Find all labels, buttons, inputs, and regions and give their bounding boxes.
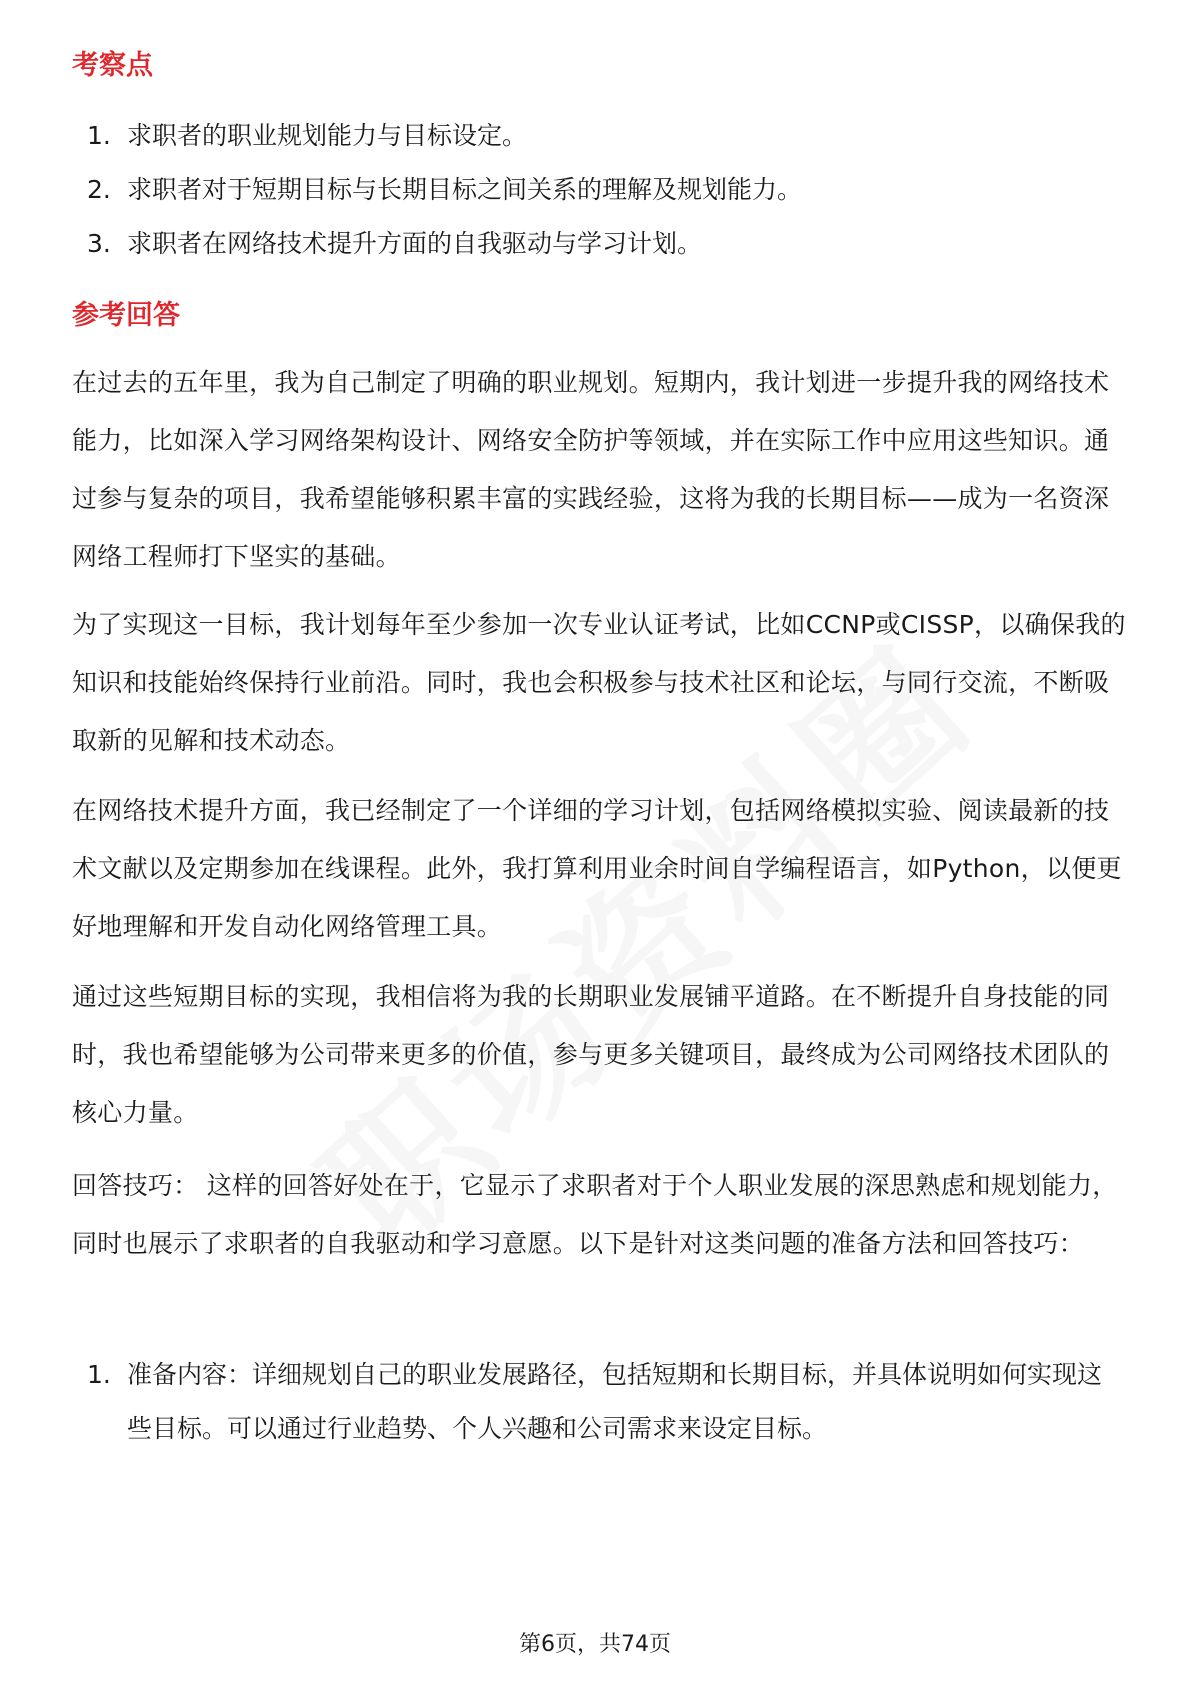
page-number: 第6页，共74页 [519, 1632, 671, 1657]
section-heading-points: 考察点 [72, 50, 153, 81]
list-text: 准备内容：详细规划自己的职业发展路径，包括短期和长期目标，并具体说明如何实现这些目标。可以通过行业趋势、个人兴趣和公司需求来设定目标。 [127, 1360, 1103, 1443]
tips-intro-paragraph: 回答技巧： 这样的回答好处在于，它显示了求职者对于个人职业发展的深思熟虑和规划能力，同时也展示了求职者的自我驱动和学习意愿。以下是针对这类问题的准备方法和回答技巧： [72, 1171, 1118, 1258]
list-item [72, 110, 1122, 162]
list-number: 1. [87, 1360, 111, 1389]
answer-paragraph: 通过这些短期目标的实现，我相信将为我的长期职业发展铺平道路。在不断提升自身技能的同时，我也希望能够为公司带来更多的价值，参与更多关键项目，最终成为公司网络技术团队的核心力量。 [72, 982, 1110, 1127]
list-text: 求职者的职业规划能力与目标设定。 [127, 121, 528, 150]
list-item [72, 1348, 1122, 1456]
list-text: 求职者对于短期目标与长期目标之间关系的理解及规划能力。 [127, 175, 803, 204]
section-heading-answer: 参考回答 [72, 300, 180, 331]
list-number: 1. [87, 121, 111, 150]
answer-paragraph: 在过去的五年里，我为自己制定了明确的职业规划。短期内，我计划进一步提升我的网络技术能力，比如深入学习网络架构设计、网络安全防护等领域，并在实际工作中应用这些知识。通过参与复杂的项目，我希望能够积累丰富的实践经验，这将为我的长期目标——成为一名资深网络工程师打下坚实的基础。 [72, 368, 1110, 571]
list-text: 求职者在网络技术提升方面的自我驱动与学习计划。 [127, 229, 703, 258]
list-number: 3. [87, 229, 111, 258]
tips-list [72, 1348, 1122, 1456]
answer-paragraph: 为了实现这一目标，我计划每年至少参加一次专业认证考试，比如CCNP或CISSP，以确保我的知识和技能始终保持行业前沿。同时，我也会积极参与技术社区和论坛，与同行交流，不断吸取新的见解和技术动态。 [72, 610, 1126, 755]
list-item [72, 218, 1122, 270]
list-number: 2. [87, 175, 111, 204]
answer-paragraph: 在网络技术提升方面，我已经制定了一个详细的学习计划，包括网络模拟实验、阅读最新的技术文献以及定期参加在线课程。此外，我打算利用业余时间自学编程语言，如Python，以便更好地理解和开发自动化网络管理工具。 [72, 796, 1122, 941]
list-item [72, 164, 1122, 216]
points-list [72, 110, 1122, 270]
